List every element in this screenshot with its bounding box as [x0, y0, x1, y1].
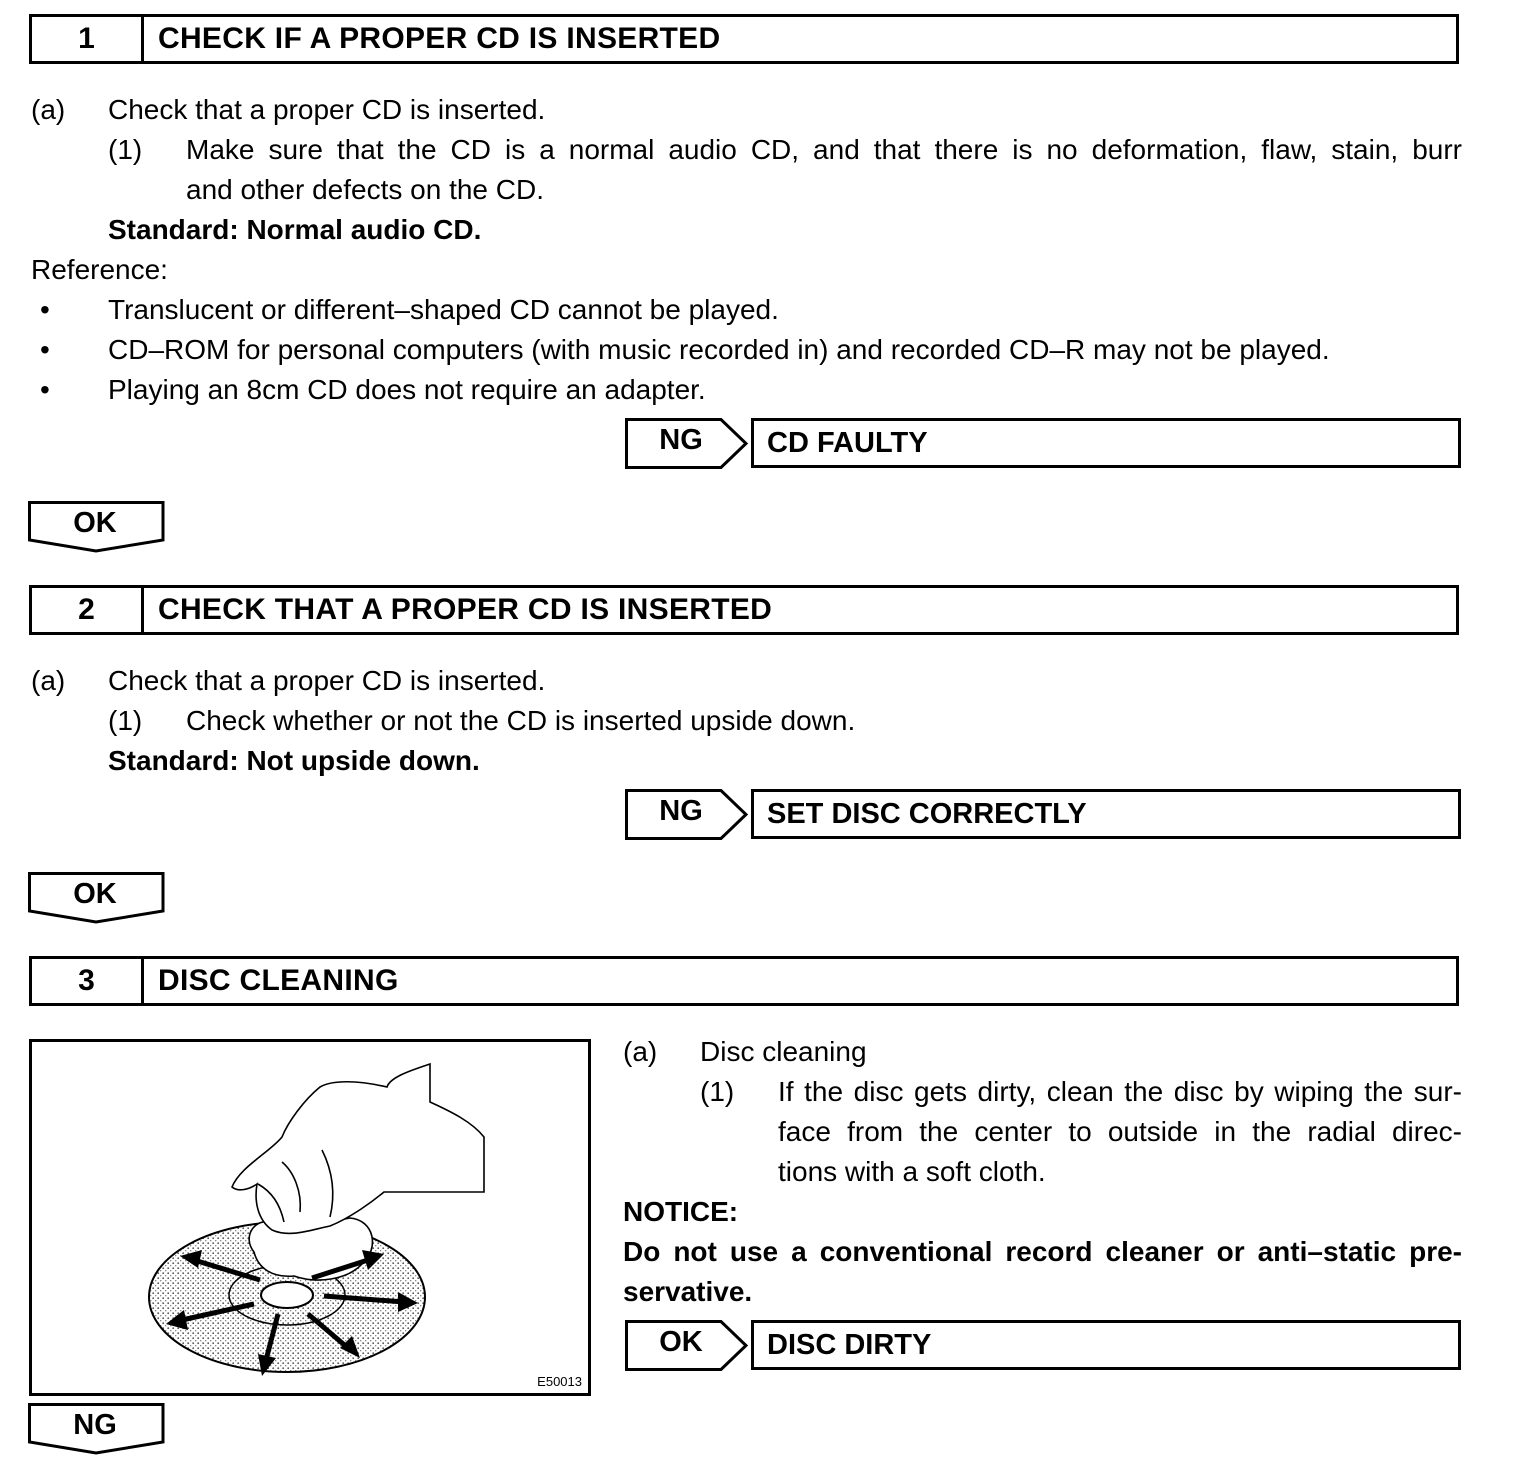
step-title: DISC CLEANING — [158, 964, 399, 997]
bullet-icon: • — [40, 294, 50, 325]
item-text: Check that a proper CD is inserted. — [108, 94, 546, 125]
step-2-header — [29, 585, 1459, 635]
bullet-item: Translucent or different–shaped CD cannot be played. — [108, 294, 779, 325]
sub-item-text-cont: and other defects on the CD. — [186, 174, 544, 205]
ng-result-text: CD FAULTY — [767, 426, 928, 459]
bullet-icon: • — [40, 334, 50, 365]
ok-result-text: DISC DIRTY — [767, 1328, 932, 1361]
ng-tag-label: NG — [73, 1409, 117, 1441]
ok-tag-label: OK — [73, 878, 117, 910]
bullet-item: CD–ROM for personal computers (with music recorded in) and recorded CD–R may not be played. — [108, 334, 1330, 365]
step-number: 3 — [32, 959, 144, 1003]
ng-result-box — [751, 789, 1461, 839]
bullet-item: Playing an 8cm CD does not require an adapter. — [108, 374, 706, 405]
step-number: 2 — [32, 588, 144, 632]
sub-item-label: (1) — [108, 705, 143, 736]
ng-tag-label: NG — [659, 424, 703, 456]
ok-tag-label: OK — [659, 1326, 703, 1358]
step-number: 1 — [32, 17, 144, 61]
item-label: (a) — [623, 1036, 658, 1067]
ng-result-text: SET DISC CORRECTLY — [767, 797, 1087, 830]
figure-code: E50013 — [537, 1374, 582, 1389]
standard-text: Standard: Normal audio CD. — [108, 214, 482, 245]
notice-label: NOTICE: — [623, 1196, 739, 1227]
ng-tag-label: NG — [659, 795, 703, 827]
sub-item-label: (1) — [700, 1076, 735, 1107]
sub-item-text: Make sure that the CD is a normal audio CD, and that there is no deformation, flaw, stain, burr — [186, 134, 1462, 165]
item-label: (a) — [31, 665, 66, 696]
item-text: Check that a proper CD is inserted. — [108, 665, 546, 696]
item-label: (a) — [31, 94, 66, 125]
ng-result-box — [751, 418, 1461, 468]
disc-cleaning-figure — [29, 1039, 591, 1396]
notice-text: Do not use a conventional record cleaner or anti–static pre- — [623, 1236, 1462, 1267]
ok-result-box — [751, 1320, 1461, 1370]
step-3-header — [29, 956, 1459, 1006]
sub-item-text-cont: tions with a soft cloth. — [778, 1156, 1046, 1187]
step-1-header — [29, 14, 1459, 64]
sub-item-text: Check whether or not the CD is inserted upside down. — [186, 705, 856, 736]
disc-cleaning-illustration — [32, 1042, 588, 1393]
ok-tag-label: OK — [73, 507, 117, 539]
sub-item-label: (1) — [108, 134, 143, 165]
reference-label: Reference: — [31, 254, 168, 285]
hand-with-cloth-icon — [232, 1064, 484, 1280]
item-text: Disc cleaning — [700, 1036, 867, 1067]
sub-item-text: If the disc gets dirty, clean the disc by wiping the sur- — [778, 1076, 1462, 1107]
notice-text-cont: servative. — [623, 1276, 753, 1307]
bullet-icon: • — [40, 374, 50, 405]
sub-item-text-cont: face from the center to outside in the radial direc- — [778, 1116, 1462, 1147]
step-title: CHECK THAT A PROPER CD IS INSERTED — [158, 593, 773, 626]
standard-text: Standard: Not upside down. — [108, 745, 480, 776]
step-title: CHECK IF A PROPER CD IS INSERTED — [158, 22, 721, 55]
